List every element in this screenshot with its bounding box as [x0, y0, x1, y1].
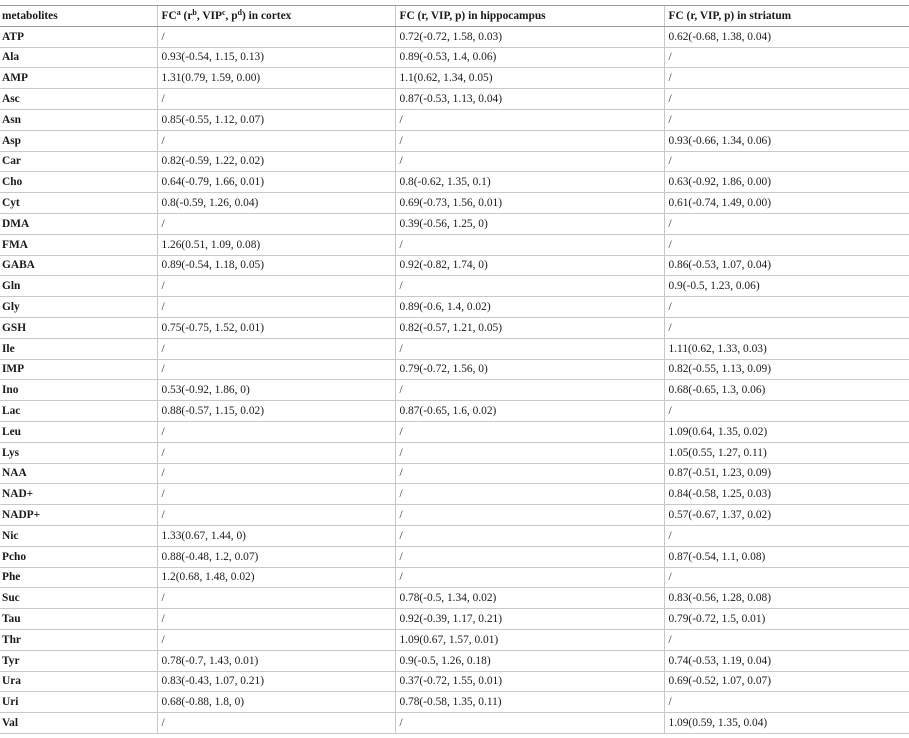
table-row [0, 255, 909, 276]
table-row [0, 26, 909, 47]
table-row [0, 151, 909, 172]
header-cortex-text: (r [180, 9, 193, 22]
striatum-value-cell: / [664, 89, 909, 110]
table-row [0, 567, 909, 588]
striatum-value-cell: / [664, 297, 909, 318]
footnote-d: d [237, 7, 242, 17]
table-row [0, 463, 909, 484]
metabolite-name-cell: Phe [0, 567, 157, 588]
header-cortex-text: , VIP [196, 9, 222, 22]
table-row [0, 650, 909, 671]
cortex-value-cell: / [157, 713, 395, 734]
striatum-value-cell: 0.57(-0.67, 1.37, 0.02) [664, 505, 909, 526]
striatum-value-cell: / [664, 401, 909, 422]
metabolite-name-cell: Suc [0, 588, 157, 609]
metabolite-name-cell: Cyt [0, 193, 157, 214]
striatum-value-cell: 0.74(-0.53, 1.19, 0.04) [664, 650, 909, 671]
hippocampus-value-cell: 0.78(-0.58, 1.35, 0.11) [395, 692, 664, 713]
metabolite-name-cell: IMP [0, 359, 157, 380]
striatum-value-cell: / [664, 234, 909, 255]
metabolite-name-cell: ATP [0, 26, 157, 47]
hippocampus-value-cell: / [395, 484, 664, 505]
striatum-value-cell: / [664, 692, 909, 713]
hippocampus-value-cell: 0.39(-0.56, 1.25, 0) [395, 213, 664, 234]
cortex-value-cell: / [157, 588, 395, 609]
striatum-value-cell: 0.87(-0.51, 1.23, 0.09) [664, 463, 909, 484]
hippocampus-value-cell: / [395, 109, 664, 130]
metabolite-name-cell: NADP+ [0, 505, 157, 526]
header-cortex-text: , p [225, 9, 238, 22]
cortex-value-cell: 0.82(-0.59, 1.22, 0.02) [157, 151, 395, 172]
striatum-value-cell: / [664, 629, 909, 650]
cortex-value-cell: / [157, 442, 395, 463]
striatum-value-cell: 0.87(-0.54, 1.1, 0.08) [664, 546, 909, 567]
cortex-value-cell: / [157, 338, 395, 359]
striatum-value-cell: 1.09(0.64, 1.35, 0.02) [664, 421, 909, 442]
metabolite-name-cell: Ile [0, 338, 157, 359]
striatum-value-cell: 0.68(-0.65, 1.3, 0.06) [664, 380, 909, 401]
cortex-value-cell: / [157, 297, 395, 318]
metabolite-name-cell: Lac [0, 401, 157, 422]
table-row [0, 380, 909, 401]
metabolite-fold-change-table [0, 5, 909, 734]
metabolite-name-cell: Asn [0, 109, 157, 130]
metabolite-name-cell: Leu [0, 421, 157, 442]
cortex-value-cell: 0.8(-0.59, 1.26, 0.04) [157, 193, 395, 214]
hippocampus-value-cell: 1.09(0.67, 1.57, 0.01) [395, 629, 664, 650]
header-cortex-text: ) in cortex [242, 9, 292, 22]
striatum-value-cell: 0.86(-0.53, 1.07, 0.04) [664, 255, 909, 276]
striatum-value-cell: 0.9(-0.5, 1.23, 0.06) [664, 276, 909, 297]
cortex-value-cell: 0.88(-0.48, 1.2, 0.07) [157, 546, 395, 567]
metabolite-name-cell: Val [0, 713, 157, 734]
table-row [0, 193, 909, 214]
hippocampus-value-cell: 0.92(-0.82, 1.74, 0) [395, 255, 664, 276]
striatum-value-cell: 1.05(0.55, 1.27, 0.11) [664, 442, 909, 463]
table-row [0, 47, 909, 68]
cortex-value-cell: / [157, 484, 395, 505]
hippocampus-value-cell: / [395, 380, 664, 401]
cortex-value-cell: 1.33(0.67, 1.44, 0) [157, 525, 395, 546]
cortex-value-cell: / [157, 463, 395, 484]
hippocampus-value-cell: / [395, 338, 664, 359]
footnote-b: b [192, 7, 197, 17]
cortex-value-cell: 0.53(-0.92, 1.86, 0) [157, 380, 395, 401]
striatum-value-cell: 0.83(-0.56, 1.28, 0.08) [664, 588, 909, 609]
metabolite-name-cell: Asp [0, 130, 157, 151]
table-row [0, 130, 909, 151]
metabolite-name-cell: Asc [0, 89, 157, 110]
cortex-value-cell: 0.68(-0.88, 1.8, 0) [157, 692, 395, 713]
striatum-value-cell: 0.93(-0.66, 1.34, 0.06) [664, 130, 909, 151]
hippocampus-value-cell: / [395, 463, 664, 484]
hippocampus-value-cell: 0.37(-0.72, 1.55, 0.01) [395, 671, 664, 692]
cortex-value-cell: / [157, 629, 395, 650]
table-row [0, 109, 909, 130]
hippocampus-value-cell: 0.87(-0.53, 1.13, 0.04) [395, 89, 664, 110]
table-row [0, 546, 909, 567]
hippocampus-value-cell: / [395, 234, 664, 255]
hippocampus-value-cell: 0.89(-0.6, 1.4, 0.02) [395, 297, 664, 318]
hippocampus-value-cell: 0.8(-0.62, 1.35, 0.1) [395, 172, 664, 193]
striatum-value-cell: 0.62(-0.68, 1.38, 0.04) [664, 26, 909, 47]
cortex-value-cell: 1.31(0.79, 1.59, 0.00) [157, 68, 395, 89]
hippocampus-value-cell: / [395, 130, 664, 151]
metabolite-name-cell: Thr [0, 629, 157, 650]
header-hippocampus: FC (r, VIP, p) in hippocampus [395, 6, 664, 27]
hippocampus-value-cell: / [395, 276, 664, 297]
striatum-value-cell: 1.11(0.62, 1.33, 0.03) [664, 338, 909, 359]
metabolite-name-cell: Nic [0, 525, 157, 546]
table-row [0, 525, 909, 546]
metabolite-name-cell: Car [0, 151, 157, 172]
table-row [0, 68, 909, 89]
table-row [0, 588, 909, 609]
hippocampus-value-cell: 0.82(-0.57, 1.21, 0.05) [395, 317, 664, 338]
table-row [0, 89, 909, 110]
metabolite-name-cell: Ala [0, 47, 157, 68]
striatum-value-cell: / [664, 47, 909, 68]
table-row [0, 401, 909, 422]
cortex-value-cell: / [157, 89, 395, 110]
footnote-c: c [221, 7, 226, 17]
metabolite-name-cell: FMA [0, 234, 157, 255]
metabolite-name-cell: Tau [0, 609, 157, 630]
hippocampus-value-cell: / [395, 442, 664, 463]
hippocampus-value-cell: / [395, 713, 664, 734]
cortex-value-cell: 0.75(-0.75, 1.52, 0.01) [157, 317, 395, 338]
striatum-value-cell: / [664, 317, 909, 338]
metabolite-name-cell: Gln [0, 276, 157, 297]
metabolite-name-cell: NAA [0, 463, 157, 484]
striatum-value-cell: 0.63(-0.92, 1.86, 0.00) [664, 172, 909, 193]
metabolite-name-cell: Lys [0, 442, 157, 463]
hippocampus-value-cell: 0.9(-0.5, 1.26, 0.18) [395, 650, 664, 671]
metabolite-name-cell: GSH [0, 317, 157, 338]
cortex-value-cell: 0.83(-0.43, 1.07, 0.21) [157, 671, 395, 692]
cortex-value-cell: 0.78(-0.7, 1.43, 0.01) [157, 650, 395, 671]
cortex-value-cell: 0.88(-0.57, 1.15, 0.02) [157, 401, 395, 422]
footnote-a: a [176, 7, 181, 17]
table-row [0, 317, 909, 338]
cortex-value-cell: 1.26(0.51, 1.09, 0.08) [157, 234, 395, 255]
striatum-value-cell: 1.09(0.59, 1.35, 0.04) [664, 713, 909, 734]
table-row [0, 338, 909, 359]
cortex-value-cell: / [157, 421, 395, 442]
cortex-value-cell: 0.93(-0.54, 1.15, 0.13) [157, 47, 395, 68]
table-row [0, 234, 909, 255]
hippocampus-value-cell: 0.72(-0.72, 1.58, 0.03) [395, 26, 664, 47]
cortex-value-cell: / [157, 609, 395, 630]
striatum-value-cell: / [664, 109, 909, 130]
table-row [0, 297, 909, 318]
metabolite-name-cell: GABA [0, 255, 157, 276]
striatum-value-cell: 0.82(-0.55, 1.13, 0.09) [664, 359, 909, 380]
cortex-value-cell: / [157, 130, 395, 151]
striatum-value-cell: 0.69(-0.52, 1.07, 0.07) [664, 671, 909, 692]
hippocampus-value-cell: / [395, 567, 664, 588]
cortex-value-cell: / [157, 26, 395, 47]
hippocampus-value-cell: / [395, 505, 664, 526]
metabolite-name-cell: NAD+ [0, 484, 157, 505]
metabolite-name-cell: Pcho [0, 546, 157, 567]
table-row [0, 713, 909, 734]
hippocampus-value-cell: 0.69(-0.73, 1.56, 0.01) [395, 193, 664, 214]
table-row [0, 276, 909, 297]
hippocampus-value-cell: / [395, 525, 664, 546]
table-row [0, 213, 909, 234]
cortex-value-cell: / [157, 505, 395, 526]
striatum-value-cell: / [664, 151, 909, 172]
hippocampus-value-cell: / [395, 421, 664, 442]
table-row [0, 359, 909, 380]
hippocampus-value-cell: 0.92(-0.39, 1.17, 0.21) [395, 609, 664, 630]
header-striatum: FC (r, VIP, p) in striatum [664, 6, 909, 27]
table-header-row [0, 6, 909, 27]
cortex-value-cell: / [157, 213, 395, 234]
header-metabolites: metabolites [0, 6, 157, 27]
cortex-value-cell: / [157, 276, 395, 297]
metabolite-name-cell: Uri [0, 692, 157, 713]
striatum-value-cell: 0.84(-0.58, 1.25, 0.03) [664, 484, 909, 505]
hippocampus-value-cell: 0.87(-0.65, 1.6, 0.02) [395, 401, 664, 422]
striatum-value-cell: / [664, 567, 909, 588]
striatum-value-cell: 0.61(-0.74, 1.49, 0.00) [664, 193, 909, 214]
table-body [0, 26, 909, 733]
hippocampus-value-cell: / [395, 151, 664, 172]
hippocampus-value-cell: 1.1(0.62, 1.34, 0.05) [395, 68, 664, 89]
cortex-value-cell: / [157, 359, 395, 380]
cortex-value-cell: 0.64(-0.79, 1.66, 0.01) [157, 172, 395, 193]
metabolite-name-cell: Ino [0, 380, 157, 401]
table-row [0, 442, 909, 463]
hippocampus-value-cell: 0.89(-0.53, 1.4, 0.06) [395, 47, 664, 68]
striatum-value-cell: / [664, 68, 909, 89]
table-row [0, 692, 909, 713]
header-cortex-text: FC [161, 9, 177, 22]
striatum-value-cell: / [664, 525, 909, 546]
hippocampus-value-cell: 0.78(-0.5, 1.34, 0.02) [395, 588, 664, 609]
hippocampus-value-cell: / [395, 546, 664, 567]
table-row [0, 172, 909, 193]
cortex-value-cell: 0.85(-0.55, 1.12, 0.07) [157, 109, 395, 130]
table-row [0, 629, 909, 650]
table-row [0, 505, 909, 526]
hippocampus-value-cell: 0.79(-0.72, 1.56, 0) [395, 359, 664, 380]
metabolite-name-cell: AMP [0, 68, 157, 89]
table-row [0, 671, 909, 692]
table-row [0, 421, 909, 442]
metabolite-name-cell: Gly [0, 297, 157, 318]
metabolite-name-cell: DMA [0, 213, 157, 234]
striatum-value-cell: 0.79(-0.72, 1.5, 0.01) [664, 609, 909, 630]
table-row [0, 609, 909, 630]
metabolite-name-cell: Ura [0, 671, 157, 692]
cortex-value-cell: 1.2(0.68, 1.48, 0.02) [157, 567, 395, 588]
table-row [0, 484, 909, 505]
metabolite-name-cell: Tyr [0, 650, 157, 671]
header-cortex [157, 6, 395, 27]
cortex-value-cell: 0.89(-0.54, 1.18, 0.05) [157, 255, 395, 276]
metabolite-name-cell: Cho [0, 172, 157, 193]
striatum-value-cell: / [664, 213, 909, 234]
